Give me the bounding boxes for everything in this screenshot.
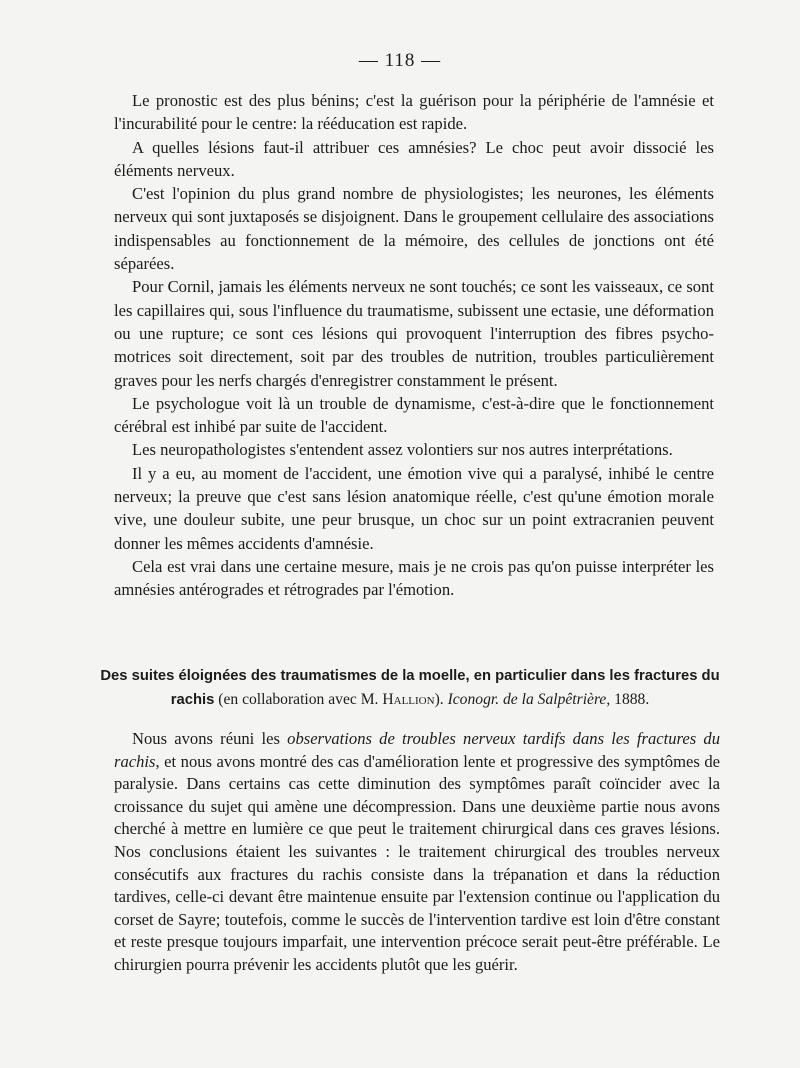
paragraph: Le pronostic est des plus bénins; c'est la guérison pour la périphérie de l'amnésie et l'incurabilité pour le centre: la rééducation est rapide.: [114, 91, 714, 134]
paragraph: Il y a eu, au moment de l'accident, une émotion vive qui a paralysé, inhibé le centre nerveux; la preuve que c'est sans lésion anatomique réelle, c'est qu'une émotion morale vive, une douleur subite, une peur brusque, un choc sur un point extracranien peuvent donner les mêmes accidents d'amnésie.: [114, 463, 714, 553]
section-fractures-text: [114, 728, 720, 977]
paragraph: Cela est vrai dans une certaine mesure, mais je ne crois pas qu'on puisse interpréter les amnésies antérogrades et rétrogrades par l'émotion.: [114, 556, 714, 600]
intro-rest: , et nous avons montré des cas d'amélioration lente et progressive des symptômes de paralysie. Dans certains cas cette diminution des symptômes paraît coïncider avec la croissance du sujet qui amène une décompression. Dans une deuxième partie nous avons cherché à mettre en lumière ce que peut le traitement chirurgical dans ces graves lésions. Nos conclusions étaient les suivantes : le traitement chirurgical des troubles nerveux consécutifs aux fractures du rachis consiste dans la trépanation et dans la réduction tardives, celle-ci devant être maintenue ensuite par l'extension continue ou l'application du corset de Sayre; toutefois, comme le succès de l'intervention tardive est loin d'être constant et reste presque toujours imparfait, une intervention précoce serait peut-être préférable. Le chirurgien pourra prévenir les accidents plutôt que les guérir.: [114, 751, 720, 974]
heading-collab: (en collaboration avec M.: [214, 691, 383, 708]
heading-close: ).: [434, 691, 448, 708]
heading-title: Des suites éloignées des traumatismes de la moelle, en particulier dans les fractures du rachis: [100, 668, 720, 708]
heading-journal: Iconogr. de la Salpêtrière: [447, 691, 607, 708]
heading-author: Hallion: [382, 691, 435, 708]
page-number: — 118 —: [358, 50, 442, 71]
paragraph: Pour Cornil, jamais les éléments nerveux ne sont touchés; ce sont les vaisseaux, ce sont les capillaires qui, sous l'influence du traumatisme, subissent une ectasie, une déformation ou une rupture; ce sont ces lésions qui provoquent l'interruption des fibres psycho-motrices soit directement, soit par des troubles de nutrition, troubles particulièrement graves pour les nerfs chargés d'enregistrer constamment le présent.: [114, 277, 714, 390]
paragraph: C'est l'opinion du plus grand nombre de physiologistes; les neurones, les éléments nerveux qui sont juxtaposés se disjoignent. Dans le groupement cellulaire des associations indispensables au fonctionnement de la mémoire, des cellules de jonctions ont été séparées.: [114, 184, 714, 274]
paragraph: Le psychologue voit là un trouble de dynamisme, c'est-à-dire que le fonctionnement cérébral est inhibé par suite de l'accident.: [114, 393, 714, 437]
heading-year: , 1888.: [606, 691, 650, 708]
paragraph: A quelles lésions faut-il attribuer ces amnésies? Le choc peut avoir dissocié les éléments nerveux.: [114, 137, 714, 180]
intro-italic: observations de troubles nerveux tardifs dans les fractures du rachis: [114, 729, 720, 771]
section-amnesia-text: [114, 89, 714, 602]
intro-lead: Nous avons réuni les: [132, 729, 288, 748]
publication-heading: [98, 664, 722, 712]
paragraph: [114, 728, 720, 977]
paragraph: Les neuropathologistes s'entendent assez volontiers sur nos autres interprétations.: [132, 440, 673, 460]
